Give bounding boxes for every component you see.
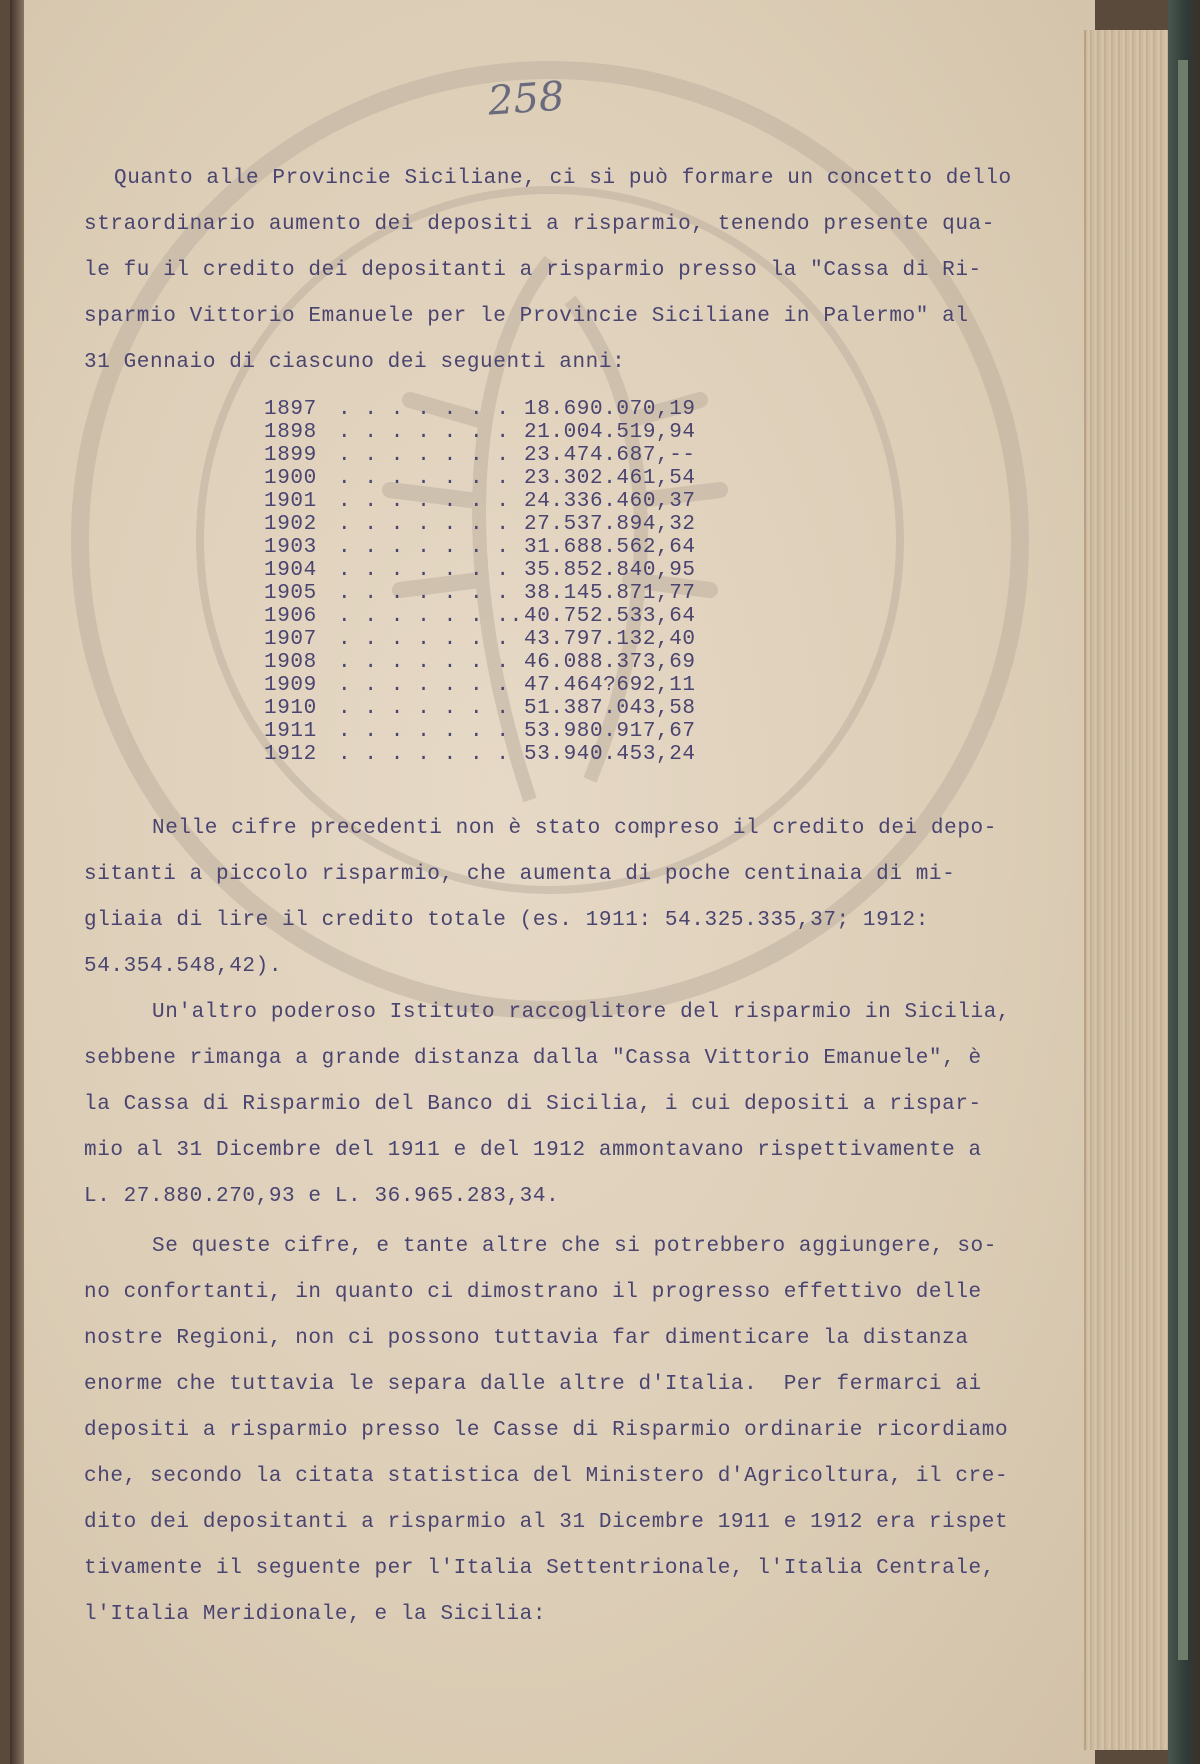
text-line: enorme che tuttavia le separa dalle altre d'Italia. Per fermarci ai	[84, 1373, 982, 1396]
table-row	[264, 674, 696, 697]
text-line: l'Italia Meridionale, e la Sicilia:	[84, 1603, 547, 1626]
text-line: straordinario aumento dei depositi a risparmio, tenendo presente qua-	[84, 213, 995, 236]
table-row	[264, 421, 696, 444]
text-line: Quanto alle Provincie Siciliane, ci si può formare un concetto dello	[114, 167, 1012, 190]
table-amount: 24.336.460,37	[524, 490, 696, 513]
table-row	[264, 444, 696, 467]
table-dots: . . . . . . .	[338, 651, 510, 674]
table-year: 1912	[264, 743, 317, 766]
table-dots: . . . . . . .	[338, 444, 510, 467]
table-row	[264, 536, 696, 559]
table-amount: 53.940.453,24	[524, 743, 696, 766]
table-row	[264, 628, 696, 651]
text-line: gliaia di lire il credito totale (es. 1911: 54.325.335,37; 1912:	[84, 909, 929, 932]
table-dots: . . . . . . .	[338, 490, 510, 513]
text-line: tivamente il seguente per l'Italia Settentrionale, l'Italia Centrale,	[84, 1557, 995, 1580]
table-row	[264, 605, 696, 628]
table-year: 1909	[264, 674, 317, 697]
table-row	[264, 743, 696, 766]
table-row	[264, 720, 696, 743]
text-line: sitanti a piccolo risparmio, che aumenta di poche centinaia di mi-	[84, 863, 956, 886]
table-dots: . . . . . . .	[338, 513, 510, 536]
table-year: 1900	[264, 467, 317, 490]
table-dots: . . . . . . .	[338, 398, 510, 421]
table-dots: . . . . . . .	[338, 674, 510, 697]
table-amount: 40.752.533,64	[524, 605, 696, 628]
text-line: depositi a risparmio presso le Casse di Risparmio ordinarie ricordiamo	[84, 1419, 1009, 1442]
table-row	[264, 513, 696, 536]
table-amount: 47.464?692,11	[524, 674, 696, 697]
table-row	[264, 398, 696, 421]
table-amount: 23.302.461,54	[524, 467, 696, 490]
page-edges	[1084, 30, 1170, 1750]
table-dots: . . . . . . .	[338, 536, 510, 559]
table-year: 1897	[264, 398, 317, 421]
table-year: 1903	[264, 536, 317, 559]
table-amount: 46.088.373,69	[524, 651, 696, 674]
table-amount: 43.797.132,40	[524, 628, 696, 651]
deposit-table	[264, 398, 696, 766]
text-line: le fu il credito dei depositanti a risparmio presso la "Cassa di Ri-	[84, 259, 982, 282]
text-line: no confortanti, in quanto ci dimostrano il progresso effettivo delle	[84, 1281, 982, 1304]
table-year: 1898	[264, 421, 317, 444]
text-line: Se queste cifre, e tante altre che si potrebbero aggiungere, so-	[152, 1235, 997, 1258]
table-amount: 38.145.871,77	[524, 582, 696, 605]
table-year: 1911	[264, 720, 317, 743]
text-line: L. 27.880.270,93 e L. 36.965.283,34.	[84, 1185, 560, 1208]
text-line: la Cassa di Risparmio del Banco di Sicilia, i cui depositi a rispar-	[84, 1093, 982, 1116]
text-line: 54.354.548,42).	[84, 955, 283, 978]
table-row	[264, 559, 696, 582]
text-line: che, secondo la citata statistica del Ministero d'Agricoltura, il cre-	[84, 1465, 1009, 1488]
table-amount: 21.004.519,94	[524, 421, 696, 444]
table-year: 1899	[264, 444, 317, 467]
table-row	[264, 467, 696, 490]
text-line: sebbene rimanga a grande distanza dalla "Cassa Vittorio Emanuele", è	[84, 1047, 982, 1070]
table-amount: 51.387.043,58	[524, 697, 696, 720]
table-dots: . . . . . . .	[338, 628, 510, 651]
table-dots: . . . . . . .	[338, 720, 510, 743]
table-amount: 31.688.562,64	[524, 536, 696, 559]
cover-strip	[1178, 60, 1188, 1660]
table-amount: 18.690.070,19	[524, 398, 696, 421]
text-line: 31 Gennaio di ciascuno dei seguenti anni:	[84, 351, 626, 374]
table-dots: . . . . . . ..	[338, 605, 523, 628]
table-row	[264, 697, 696, 720]
text-line: dito dei depositanti a risparmio al 31 Dicembre 1911 e 1912 era rispet	[84, 1511, 1009, 1534]
table-dots: . . . . . . .	[338, 559, 510, 582]
table-year: 1901	[264, 490, 317, 513]
table-amount: 27.537.894,32	[524, 513, 696, 536]
table-year: 1910	[264, 697, 317, 720]
table-row	[264, 490, 696, 513]
table-row	[264, 582, 696, 605]
table-year: 1907	[264, 628, 317, 651]
table-dots: . . . . . . .	[338, 582, 510, 605]
table-dots: . . . . . . .	[338, 697, 510, 720]
text-line: Un'altro poderoso Istituto raccoglitore del risparmio in Sicilia,	[152, 1001, 1011, 1024]
table-dots: . . . . . . .	[338, 743, 510, 766]
text-line: nostre Regioni, non ci possono tuttavia far dimenticare la distanza	[84, 1327, 969, 1350]
page-number: 258	[486, 73, 566, 125]
table-year: 1905	[264, 582, 317, 605]
table-year: 1906	[264, 605, 317, 628]
table-year: 1902	[264, 513, 317, 536]
binding-gutter	[10, 0, 24, 1764]
text-line: mio al 31 Dicembre del 1911 e del 1912 ammontavano rispettivamente a	[84, 1139, 982, 1162]
table-amount: 53.980.917,67	[524, 720, 696, 743]
table-amount: 23.474.687,--	[524, 444, 696, 467]
table-dots: . . . . . . .	[338, 467, 510, 490]
table-amount: 35.852.840,95	[524, 559, 696, 582]
table-year: 1904	[264, 559, 317, 582]
text-line: sparmio Vittorio Emanuele per le Provincie Siciliane in Palermo" al	[84, 305, 969, 328]
table-row	[264, 651, 696, 674]
table-dots: . . . . . . .	[338, 421, 510, 444]
table-year: 1908	[264, 651, 317, 674]
text-line: Nelle cifre precedenti non è stato compreso il credito dei depo-	[152, 817, 997, 840]
